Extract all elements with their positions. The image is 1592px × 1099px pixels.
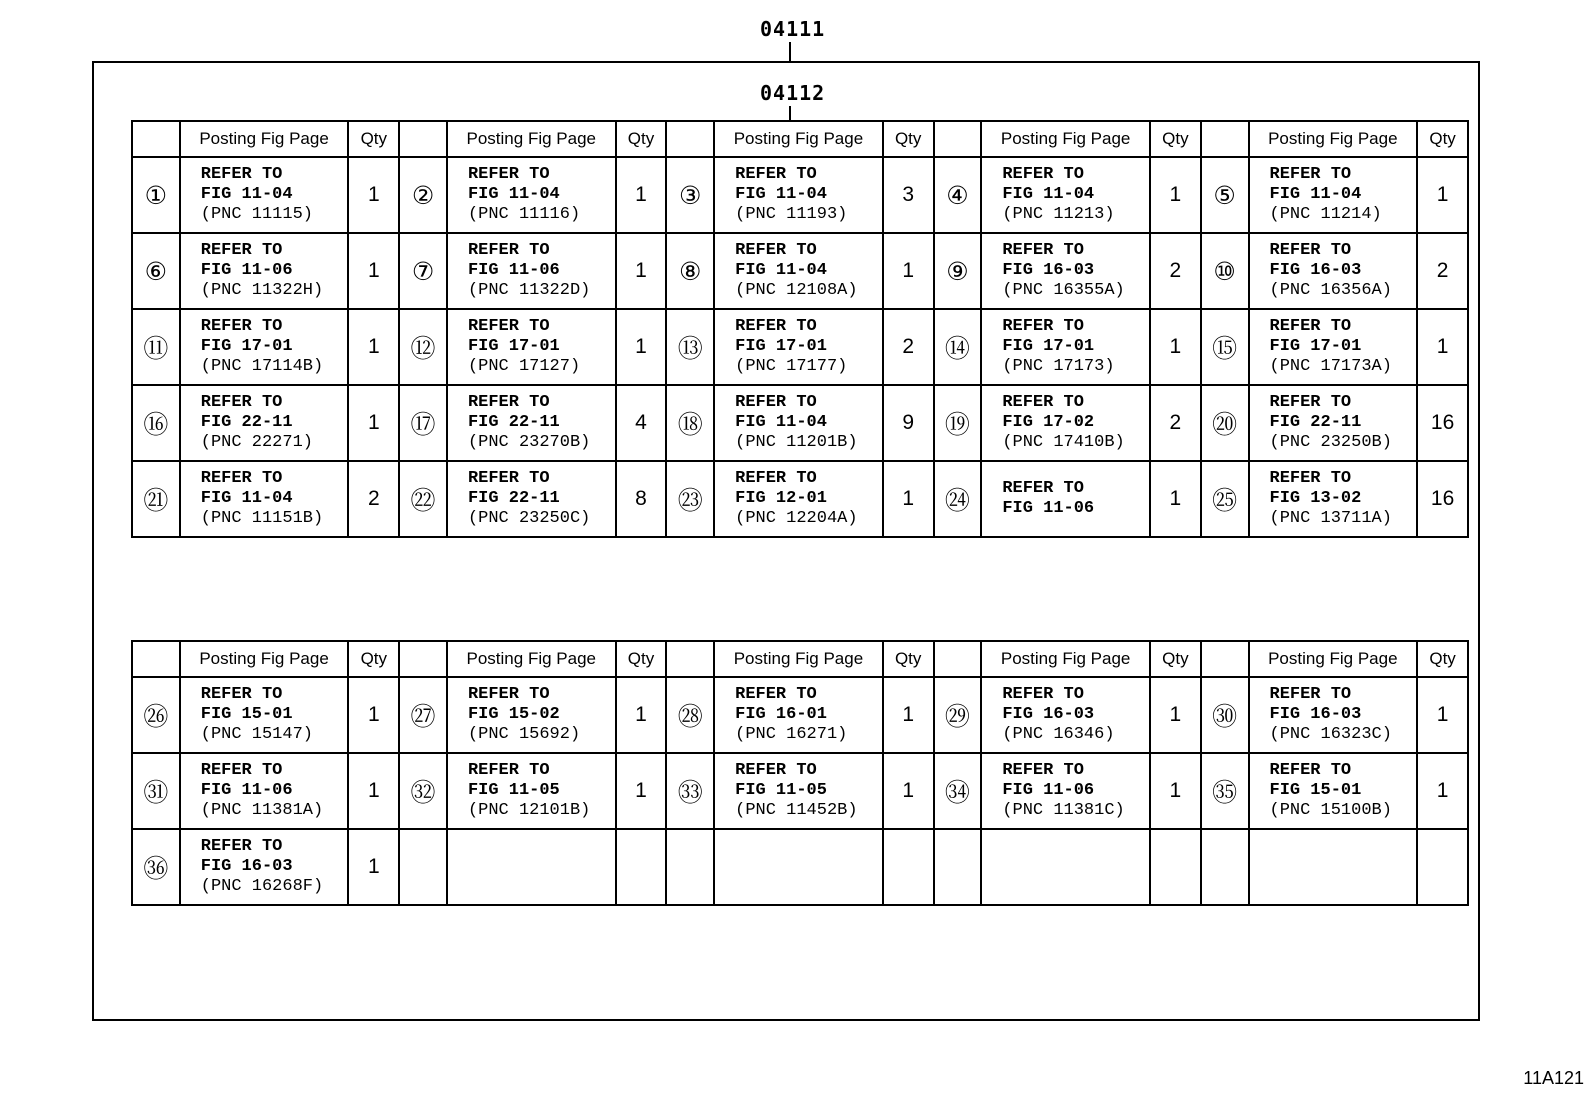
table-row [132,233,1468,309]
pnc-number: (PNC 11322D) [467,281,591,300]
posting-reference [981,309,1150,385]
refer-to-text: REFER TO [200,761,283,780]
posting-reference [447,829,616,905]
fig-number: FIG 22-11 [467,413,560,432]
refer-to-text: REFER TO [467,317,550,336]
fig-number: FIG 11-04 [735,185,827,204]
fig-number: FIG 13-02 [1269,489,1362,508]
header-blank [934,641,982,677]
pnc-number: (PNC 12204A) [735,509,858,528]
fig-number: FIG 11-05 [735,781,827,800]
pnc-number: (PNC 11201B) [735,433,858,452]
callout-number: ⑪ [132,309,180,385]
quantity [616,829,667,905]
callout-number: ① [132,157,180,233]
callout-number: ④ [934,157,982,233]
header-qty: Qty [616,121,667,157]
callout-number: ㉖ [132,677,180,753]
pnc-number: (PNC 15147) [200,725,313,744]
callout-number: ⑮ [1201,309,1249,385]
callout-number: ⑱ [666,385,714,461]
posting-reference [447,157,616,233]
reference-table-1 [131,120,1469,538]
posting-reference [447,677,616,753]
refer-to-text: REFER TO [735,393,817,412]
quantity: 1 [883,677,934,753]
fig-number: FIG 11-06 [1002,499,1095,518]
posting-reference [714,829,883,905]
table-header [132,641,1468,677]
quantity: 1 [616,157,667,233]
quantity: 1 [348,233,399,309]
callout-number: ⑰ [399,385,447,461]
quantity: 1 [348,753,399,829]
quantity: 1 [348,385,399,461]
fig-number: FIG 17-01 [1002,337,1095,356]
header-posting-fig-page: Posting Fig Page [447,641,616,677]
callout-number: ⑳ [1201,385,1249,461]
quantity: 1 [348,309,399,385]
callout-number: ⑫ [399,309,447,385]
posting-reference [981,829,1150,905]
refer-to-text: REFER TO [735,469,817,488]
header-posting-fig-page: Posting Fig Page [180,641,349,677]
refer-to-text: REFER TO [467,469,550,488]
refer-to-text: REFER TO [735,761,817,780]
refer-to-text: REFER TO [1269,317,1352,336]
pnc-number: (PNC 16268F) [200,877,324,896]
fig-number: FIG 17-01 [735,337,827,356]
header-blank [132,641,180,677]
header-qty: Qty [348,641,399,677]
header-qty: Qty [1150,641,1201,677]
refer-to-text: REFER TO [467,241,550,260]
posting-reference [981,157,1150,233]
callout-number: ㉝ [666,753,714,829]
quantity [883,829,934,905]
posting-reference [447,309,616,385]
fig-number: FIG 16-03 [1002,705,1095,724]
pnc-number: (PNC 17177) [735,357,848,376]
table-row [132,309,1468,385]
pnc-number: (PNC 16346) [1002,725,1115,744]
header-blank [399,641,447,677]
callout-number: ⑥ [132,233,180,309]
refer-to-text: REFER TO [1002,241,1084,260]
pnc-number: (PNC 22271) [200,433,313,452]
pnc-number: (PNC 13711A) [1269,509,1392,528]
header-blank [132,121,180,157]
callout-number: ㉔ [934,461,982,537]
quantity: 1 [883,233,934,309]
quantity: 1 [1417,753,1468,829]
quantity: 1 [1150,157,1201,233]
table-row [132,753,1468,829]
callout-number: ㉚ [1201,677,1249,753]
pnc-number: (PNC 11214) [1269,205,1382,224]
posting-reference [1249,233,1418,309]
header-posting-fig-page: Posting Fig Page [714,641,883,677]
quantity: 2 [1150,233,1201,309]
fig-number: FIG 11-04 [735,261,827,280]
fig-number: FIG 22-11 [200,413,293,432]
callout-number: ⑤ [1201,157,1249,233]
posting-reference [1249,753,1418,829]
pnc-number: (PNC 16271) [735,725,848,744]
callout-number: ㉜ [399,753,447,829]
refer-to-text: REFER TO [735,241,817,260]
refer-to-text: REFER TO [1002,685,1084,704]
pnc-number: (PNC 17114B) [200,357,324,376]
refer-to-text: REFER TO [467,685,550,704]
quantity: 16 [1417,385,1468,461]
pnc-number: (PNC 23250C) [467,509,591,528]
quantity: 1 [1150,753,1201,829]
quantity: 1 [1417,157,1468,233]
posting-reference [1249,829,1418,905]
header-posting-fig-page: Posting Fig Page [1249,641,1418,677]
pnc-number: (PNC 11151B) [200,509,324,528]
posting-reference [180,677,349,753]
table-row [132,677,1468,753]
quantity: 16 [1417,461,1468,537]
fig-number: FIG 17-01 [1269,337,1362,356]
callout-number: ㉞ [934,753,982,829]
quantity: 1 [883,753,934,829]
pnc-number: (PNC 23250B) [1269,433,1392,452]
posting-reference [180,385,349,461]
posting-reference [1249,309,1418,385]
table-row [132,461,1468,537]
pnc-number: (PNC 16323C) [1269,725,1392,744]
callout-number: ㉛ [132,753,180,829]
header-qty: Qty [1417,641,1468,677]
posting-reference [1249,385,1418,461]
fig-number: FIG 15-02 [467,705,560,724]
posting-reference [180,461,349,537]
header-posting-fig-page: Posting Fig Page [981,641,1150,677]
quantity: 1 [1150,309,1201,385]
table-header [132,121,1468,157]
pnc-number: (PNC 11193) [735,205,848,224]
fig-number: FIG 11-06 [200,261,293,280]
quantity: 2 [348,461,399,537]
inner-group-label: 04112 [760,81,826,105]
header-posting-fig-page: Posting Fig Page [447,121,616,157]
header-posting-fig-page: Posting Fig Page [981,121,1150,157]
refer-to-text: REFER TO [200,837,283,856]
refer-to-text: REFER TO [1269,469,1352,488]
illustration-code: 11A121 [1523,1068,1584,1088]
header-qty: Qty [1150,121,1201,157]
posting-reference [1249,677,1418,753]
header-blank [934,121,982,157]
outer-leader-line [789,42,791,61]
inner-leader-line [789,106,791,120]
posting-reference [180,157,349,233]
fig-number: FIG 17-01 [200,337,293,356]
quantity: 1 [348,157,399,233]
quantity: 1 [883,461,934,537]
quantity: 1 [616,309,667,385]
posting-reference [447,385,616,461]
pnc-number: (PNC 15100B) [1269,801,1392,820]
callout-number [1201,829,1249,905]
header-posting-fig-page: Posting Fig Page [180,121,349,157]
refer-to-text: REFER TO [200,393,283,412]
fig-number: FIG 16-01 [735,705,827,724]
callout-number: ㉕ [1201,461,1249,537]
posting-reference [180,829,349,905]
callout-number: ③ [666,157,714,233]
table-body [132,677,1468,905]
pnc-number: (PNC 12101B) [467,801,591,820]
header-blank [399,121,447,157]
pnc-number: (PNC 17173A) [1269,357,1392,376]
quantity: 8 [616,461,667,537]
header-blank [1201,121,1249,157]
quantity: 2 [1150,385,1201,461]
refer-to-text: REFER TO [735,317,817,336]
fig-number: FIG 17-01 [467,337,560,356]
posting-reference [714,157,883,233]
callout-number: ⑭ [934,309,982,385]
callout-number: ⑧ [666,233,714,309]
callout-number [934,829,982,905]
posting-reference [714,233,883,309]
pnc-number: (PNC 11381A) [200,801,324,820]
refer-to-text: REFER TO [200,165,283,184]
refer-to-text: REFER TO [1002,317,1084,336]
header-blank [666,641,714,677]
quantity: 9 [883,385,934,461]
pnc-number: (PNC 12108A) [735,281,858,300]
fig-number: FIG 11-04 [200,489,293,508]
callout-number: ㉟ [1201,753,1249,829]
fig-number: FIG 16-03 [200,857,293,876]
pnc-number: (PNC 15692) [467,725,581,744]
callout-number: ㉒ [399,461,447,537]
header-blank [666,121,714,157]
posting-reference [714,385,883,461]
callout-number: ㉙ [934,677,982,753]
fig-number: FIG 11-04 [1269,185,1362,204]
fig-number: FIG 15-01 [1269,781,1362,800]
posting-reference [981,753,1150,829]
header-qty: Qty [348,121,399,157]
pnc-number: (PNC 11115) [200,205,313,224]
fig-number: FIG 16-03 [1269,261,1362,280]
fig-number: FIG 22-11 [467,489,560,508]
fig-number: FIG 16-03 [1002,261,1095,280]
refer-to-text: REFER TO [467,165,550,184]
header-posting-fig-page: Posting Fig Page [1249,121,1418,157]
callout-number [399,829,447,905]
fig-number: FIG 15-01 [200,705,293,724]
table-body [132,157,1468,537]
refer-to-text: REFER TO [1002,479,1084,498]
callout-number: ⑯ [132,385,180,461]
fig-number: FIG 11-06 [1002,781,1095,800]
quantity: 4 [616,385,667,461]
fig-number: FIG 11-04 [1002,185,1095,204]
refer-to-text: REFER TO [1269,241,1352,260]
refer-to-text: REFER TO [1002,393,1084,412]
posting-reference [981,461,1150,537]
refer-to-text: REFER TO [1269,165,1352,184]
header-blank [1201,641,1249,677]
pnc-number: (PNC 17127) [467,357,581,376]
quantity: 1 [616,677,667,753]
quantity [1417,829,1468,905]
quantity: 1 [1150,677,1201,753]
header-qty: Qty [883,641,934,677]
refer-to-text: REFER TO [200,317,283,336]
posting-reference [1249,461,1418,537]
fig-number: FIG 11-05 [467,781,560,800]
table-row [132,385,1468,461]
fig-number: FIG 11-06 [467,261,560,280]
posting-reference [981,385,1150,461]
callout-number: ㉑ [132,461,180,537]
quantity: 1 [1417,677,1468,753]
quantity: 1 [616,753,667,829]
header-qty: Qty [1417,121,1468,157]
posting-reference [1249,157,1418,233]
refer-to-text: REFER TO [467,761,550,780]
posting-reference [714,677,883,753]
posting-reference [981,233,1150,309]
callout-number: ⑦ [399,233,447,309]
pnc-number: (PNC 16356A) [1269,281,1392,300]
callout-number: ㉓ [666,461,714,537]
pnc-number: (PNC 17410B) [1002,433,1125,452]
header-row [132,121,1468,157]
quantity: 1 [616,233,667,309]
refer-to-text: REFER TO [200,469,283,488]
refer-to-text: REFER TO [1269,685,1352,704]
refer-to-text: REFER TO [200,241,283,260]
refer-to-text: REFER TO [735,165,817,184]
header-qty: Qty [616,641,667,677]
posting-reference [981,677,1150,753]
header-qty: Qty [883,121,934,157]
quantity [1150,829,1201,905]
pnc-number: (PNC 11322H) [200,281,324,300]
fig-number: FIG 17-02 [1002,413,1095,432]
callout-number: ⑨ [934,233,982,309]
fig-number: FIG 11-04 [735,413,827,432]
pnc-number: (PNC 17173) [1002,357,1115,376]
fig-number: FIG 22-11 [1269,413,1362,432]
pnc-number: (PNC 11381C) [1002,801,1125,820]
posting-reference [180,309,349,385]
fig-number: FIG 12-01 [735,489,827,508]
fig-number: FIG 11-04 [467,185,560,204]
quantity: 1 [348,677,399,753]
refer-to-text: REFER TO [1269,761,1352,780]
refer-to-text: REFER TO [1002,165,1084,184]
pnc-number: (PNC 16355A) [1002,281,1125,300]
quantity: 2 [1417,233,1468,309]
quantity: 2 [883,309,934,385]
table-row [132,157,1468,233]
posting-reference [180,233,349,309]
reference-table-2 [131,640,1469,906]
pnc-number: (PNC 11452B) [735,801,858,820]
posting-reference [447,233,616,309]
refer-to-text: REFER TO [1269,393,1352,412]
posting-reference [714,461,883,537]
fig-number: FIG 11-06 [200,781,293,800]
callout-number: ⑬ [666,309,714,385]
fig-number: FIG 16-03 [1269,705,1362,724]
refer-to-text: REFER TO [1002,761,1084,780]
outer-group-label: 04111 [760,17,826,41]
posting-reference [180,753,349,829]
posting-reference [447,753,616,829]
pnc-number: (PNC 23270B) [467,433,591,452]
callout-number: ㉘ [666,677,714,753]
callout-number: ㉗ [399,677,447,753]
callout-number: ㊱ [132,829,180,905]
callout-number [666,829,714,905]
pnc-number: (PNC 11116) [467,205,581,224]
fig-number: FIG 11-04 [200,185,293,204]
refer-to-text: REFER TO [735,685,817,704]
posting-reference [714,309,883,385]
posting-reference [447,461,616,537]
quantity: 1 [1150,461,1201,537]
header-posting-fig-page: Posting Fig Page [714,121,883,157]
refer-to-text: REFER TO [467,393,550,412]
quantity: 1 [1417,309,1468,385]
callout-number: ② [399,157,447,233]
quantity: 1 [348,829,399,905]
header-row [132,641,1468,677]
posting-reference [714,753,883,829]
callout-number: ⑩ [1201,233,1249,309]
pnc-number: (PNC 11213) [1002,205,1115,224]
refer-to-text: REFER TO [200,685,283,704]
callout-number: ⑲ [934,385,982,461]
table-row [132,829,1468,905]
quantity: 3 [883,157,934,233]
